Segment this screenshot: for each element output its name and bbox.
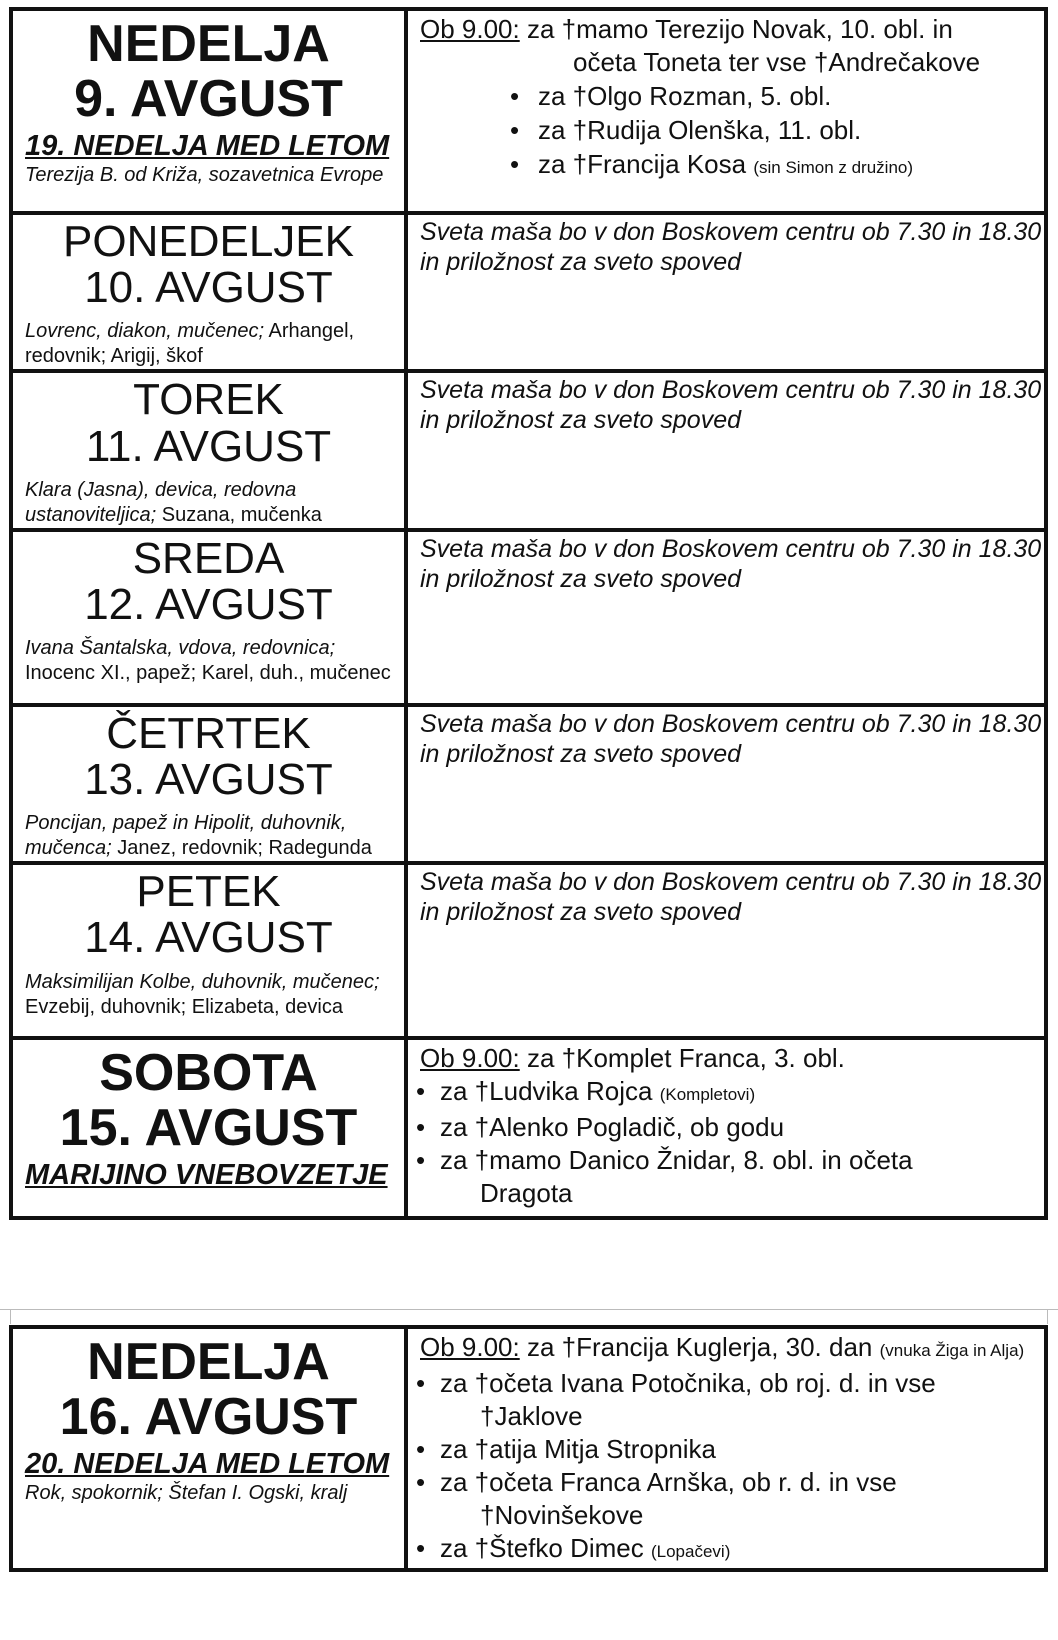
page-corner-mark (10, 1310, 11, 1324)
day-cell (11, 1038, 406, 1218)
mass-info: Sveta maša bo v don Boskovem centru ob 7.30 in 18.30 in priložnost za sveto spoved (420, 709, 1042, 768)
day-name: NEDELJA (87, 15, 330, 73)
saints-of-day: Poncijan, papež in Hipolit, duhovnik, mučenca; Janez, redovnik; Radegunda (25, 812, 372, 860)
day-cell (11, 9, 406, 213)
day-cell (11, 213, 406, 371)
day-cell (11, 371, 406, 529)
day-date: 12. AVGUST (84, 579, 333, 629)
mass-info: Sveta maša bo v don Boskovem centru ob 7.30 in 18.30 in priložnost za sveto spoved (420, 218, 1042, 276)
day-row-sunday-9 (11, 9, 1046, 213)
saints-of-day: Rok, spokornik; Štefan I. Ogski, kralj (25, 1482, 348, 1505)
day-name: PETEK (136, 867, 281, 917)
mass-cell (406, 9, 1046, 213)
day-date: 13. AVGUST (84, 754, 333, 804)
mass-intention-list (408, 79, 1044, 185)
mass-cell (406, 1038, 1046, 1218)
mass-info: Sveta maša bo v don Boskovem centru ob 7.30 in 18.30 in priložnost za sveto spoved (420, 376, 1042, 435)
day-cell (11, 530, 406, 705)
saints-of-day: Lovrenc, diakon, mučenec; Arhangel, redovnik; Arigij, škof (25, 320, 355, 368)
feast-title: MARIJINO VNEBOVZETJE (25, 1159, 388, 1192)
saints-of-day: Terezija B. od Križa, sozavetnica Evrope (25, 164, 384, 187)
saints-of-day: Klara (Jasna), devica, redovna ustanoviteljica; Suzana, mučenka (25, 478, 322, 526)
day-row-sunday-16 (11, 1327, 1046, 1570)
mass-cell (406, 213, 1046, 371)
mass-cell (406, 530, 1046, 705)
day-date: 9. AVGUST (74, 69, 343, 128)
saints-of-day: Maksimilijan Kolbe, duhovnik, mučenec; Evzebij, duhovnik; Elizabeta, devica (25, 970, 380, 1018)
day-cell (11, 863, 406, 1038)
saints-of-day: Ivana Šantalska, vdova, redovnica; Inocenc XI., papež; Karel, duh., mučenec (25, 637, 391, 685)
weekly-schedule-table (9, 7, 1048, 1220)
mass-cell (406, 371, 1046, 529)
day-date: 15. AVGUST (59, 1098, 358, 1157)
mass-intention-list (408, 1367, 1044, 1568)
day-name: NEDELJA (87, 1333, 330, 1391)
list-item: • za †atija Mitja Stropnika (440, 1433, 1044, 1466)
day-row-tuesday (11, 371, 1046, 529)
list-item: • za †Alenko Pogladič, ob godu (440, 1111, 1044, 1144)
mass-cell (406, 1327, 1046, 1570)
day-row-thursday (11, 705, 1046, 863)
day-row-wednesday (11, 530, 1046, 705)
day-name: PONEDELJEK (63, 217, 354, 266)
mass-intention-list (408, 1075, 1044, 1210)
day-name: SOBOTA (99, 1044, 318, 1103)
day-row-friday (11, 863, 1046, 1038)
day-name: TOREK (133, 375, 284, 425)
mass-info: Sveta maša bo v don Boskovem centru ob 7.30 in 18.30 in priložnost za sveto spoved (420, 534, 1042, 593)
day-date: 16. AVGUST (59, 1387, 358, 1446)
day-row-monday (11, 213, 1046, 371)
day-date: 11. AVGUST (85, 421, 332, 471)
mass-time: Ob 9.00: (420, 1332, 520, 1362)
page-break (0, 1309, 1058, 1326)
list-item: • za †Olgo Rozman, 5. obl. (538, 79, 1044, 113)
day-date: 14. AVGUST (84, 913, 333, 963)
mass-lead-line: Ob 9.00: za †Komplet Franca, 3. obl. (420, 1043, 845, 1074)
day-name: SREDA (132, 533, 285, 583)
day-name: ČETRTEK (106, 708, 311, 758)
feast-title: 19. NEDELJA MED LETOM (25, 130, 390, 163)
day-row-saturday (11, 1038, 1046, 1218)
list-item: • za †Rudija Olenška, 11. obl. (538, 113, 1044, 147)
mass-lead-line: Ob 9.00: za †mamo Terezijo Novak, 10. obl. in (420, 14, 953, 44)
weekly-schedule-table-next (9, 1325, 1048, 1572)
day-date: 10. AVGUST (84, 263, 333, 313)
mass-cell (406, 705, 1046, 863)
list-item: • za †mamo Danico Žnidar, 8. obl. in očeta Dragota (440, 1144, 1044, 1210)
list-item: • za †Štefko Dimec (Lopačevi) (440, 1532, 1044, 1568)
list-item: • za †Francija Kosa (sin Simon z družino) (538, 147, 1044, 185)
mass-info: Sveta maša bo v don Boskovem centru ob 7.30 in 18.30 in priložnost za sveto spoved (420, 868, 1042, 927)
mass-lead-cont: očeta Toneta ter vse †Andrečakove (573, 47, 981, 77)
day-cell (11, 705, 406, 863)
mass-time: Ob 9.00: (420, 14, 520, 44)
list-item: • za †očeta Franca Arnška, ob r. d. in vse †Novinšekove (440, 1466, 1044, 1532)
mass-time: Ob 9.00: (420, 1043, 520, 1074)
page-corner-mark (1047, 1310, 1048, 1324)
day-cell (11, 1327, 406, 1570)
list-item: • za †Ludvika Rojca (Kompletovi) (440, 1075, 1044, 1111)
feast-title: 20. NEDELJA MED LETOM (25, 1448, 390, 1481)
mass-lead-line: Ob 9.00: za †Francija Kuglerja, 30. dan (vnuka Žiga in Alja) (420, 1332, 1025, 1362)
list-item: • za †očeta Ivana Potočnika, ob roj. d. in vse †Jaklove (440, 1367, 1044, 1433)
mass-cell (406, 863, 1046, 1038)
